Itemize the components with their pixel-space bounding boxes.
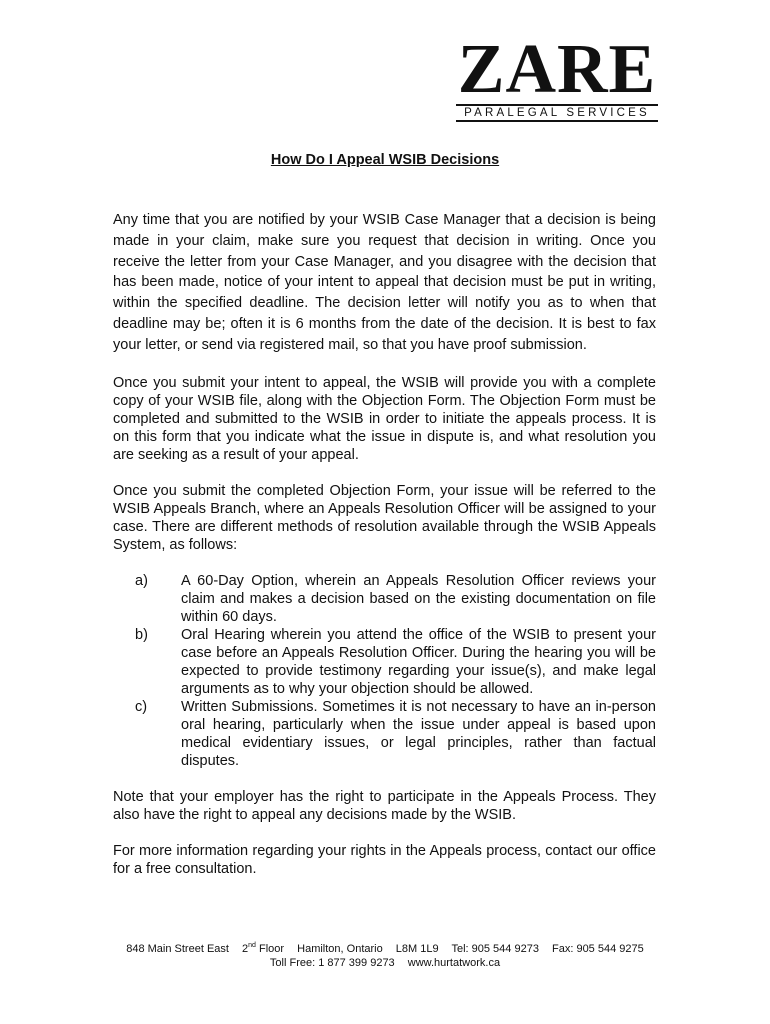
list-item [113, 698, 656, 770]
footer-floor: 2nd Floor [242, 942, 285, 955]
list-item [113, 572, 656, 626]
footer-city: Hamilton, Ontario [297, 943, 383, 955]
resolution-options-list [113, 572, 656, 770]
footer-postal: L8M 1L9 [395, 943, 439, 955]
list-item-letter: a) [135, 572, 148, 589]
list-item-text: A 60-Day Option, wherein an Appeals Resolution Officer reviews your claim and makes a decision based on the existing documentation on file within 60 days. [181, 572, 656, 625]
footer-tollfree: Toll Free: 1 877 399 9273 [269, 957, 395, 969]
list-item [113, 626, 656, 698]
list-item-letter: c) [135, 698, 148, 715]
footer-address-line [0, 942, 770, 956]
list-item-letter: b) [135, 626, 148, 643]
document-body [113, 210, 656, 896]
page-title: How Do I Appeal WSIB Decisions [270, 152, 500, 168]
paragraph-objection-form: Once you submit the completed Objection Form, your issue will be referred to the WSIB Appeals Branch, where an Appeals Resolution Officer will be assigned to your case. There are different methods of resolution available through the WSIB Appeals System, as follows: [113, 482, 656, 553]
footer-contact-line [0, 956, 770, 970]
company-logo [456, 31, 658, 122]
paragraph-intent-to-appeal: Once you submit your intent to appeal, the WSIB will provide you with a complete copy of your WSIB file, along with the Objection Form. The Objection Form must be completed and submitted to the WSIB in order to initiate the appeals process. It is on this form that you indicate what the issue in dispute is, and what resolution you are seeking as a result of your appeal. [113, 374, 656, 463]
footer-street: 848 Main Street East [126, 943, 229, 955]
paragraph-employer-rights: Note that your employer has the right to participate in the Appeals Process. They also have the right to appeal any decisions made by the WSIB. [113, 788, 656, 823]
paragraph-notification: Any time that you are notified by your WSIB Case Manager that a decision is being made in your claim, make sure you request that decision in writing. Once you receive the letter from your Case Manager, and you disagree with the decision that has been made, notice of your intent to appeal that decision must be put in writing, within the specified deadline. The decision letter will notify you as to when that deadline may be; often it is 6 months from the date of the decision. It is best to fax your letter, or send via registered mail, so that you have proof submission. [113, 212, 656, 353]
list-item-text: Oral Hearing wherein you attend the office of the WSIB to present your case before an Appeals Resolution Officer. During the hearing you will be expected to provide testimony regarding your issue(s), and make legal arguments as to why your objection should be allowed. [181, 626, 656, 697]
footer-fax: Fax: 905 544 9275 [552, 943, 644, 955]
footer-website-link[interactable]: www.hurtatwork.ca [407, 957, 501, 969]
list-item-text: Written Submissions. Sometimes it is not necessary to have an in-person oral hearing, particularly when the issue under appeal is based upon medical evidentiary issues, or legal principles, rather than factual disputes. [181, 698, 656, 769]
logo-wordmark: ZARE [457, 31, 657, 108]
paragraph-contact: For more information regarding your rights in the Appeals process, contact our office for a free consultation. [113, 842, 656, 877]
logo-subtitle: PARALEGAL SERVICES [456, 104, 658, 122]
footer-phone: Tel: 905 544 9273 [451, 943, 539, 955]
page-footer [0, 942, 770, 970]
